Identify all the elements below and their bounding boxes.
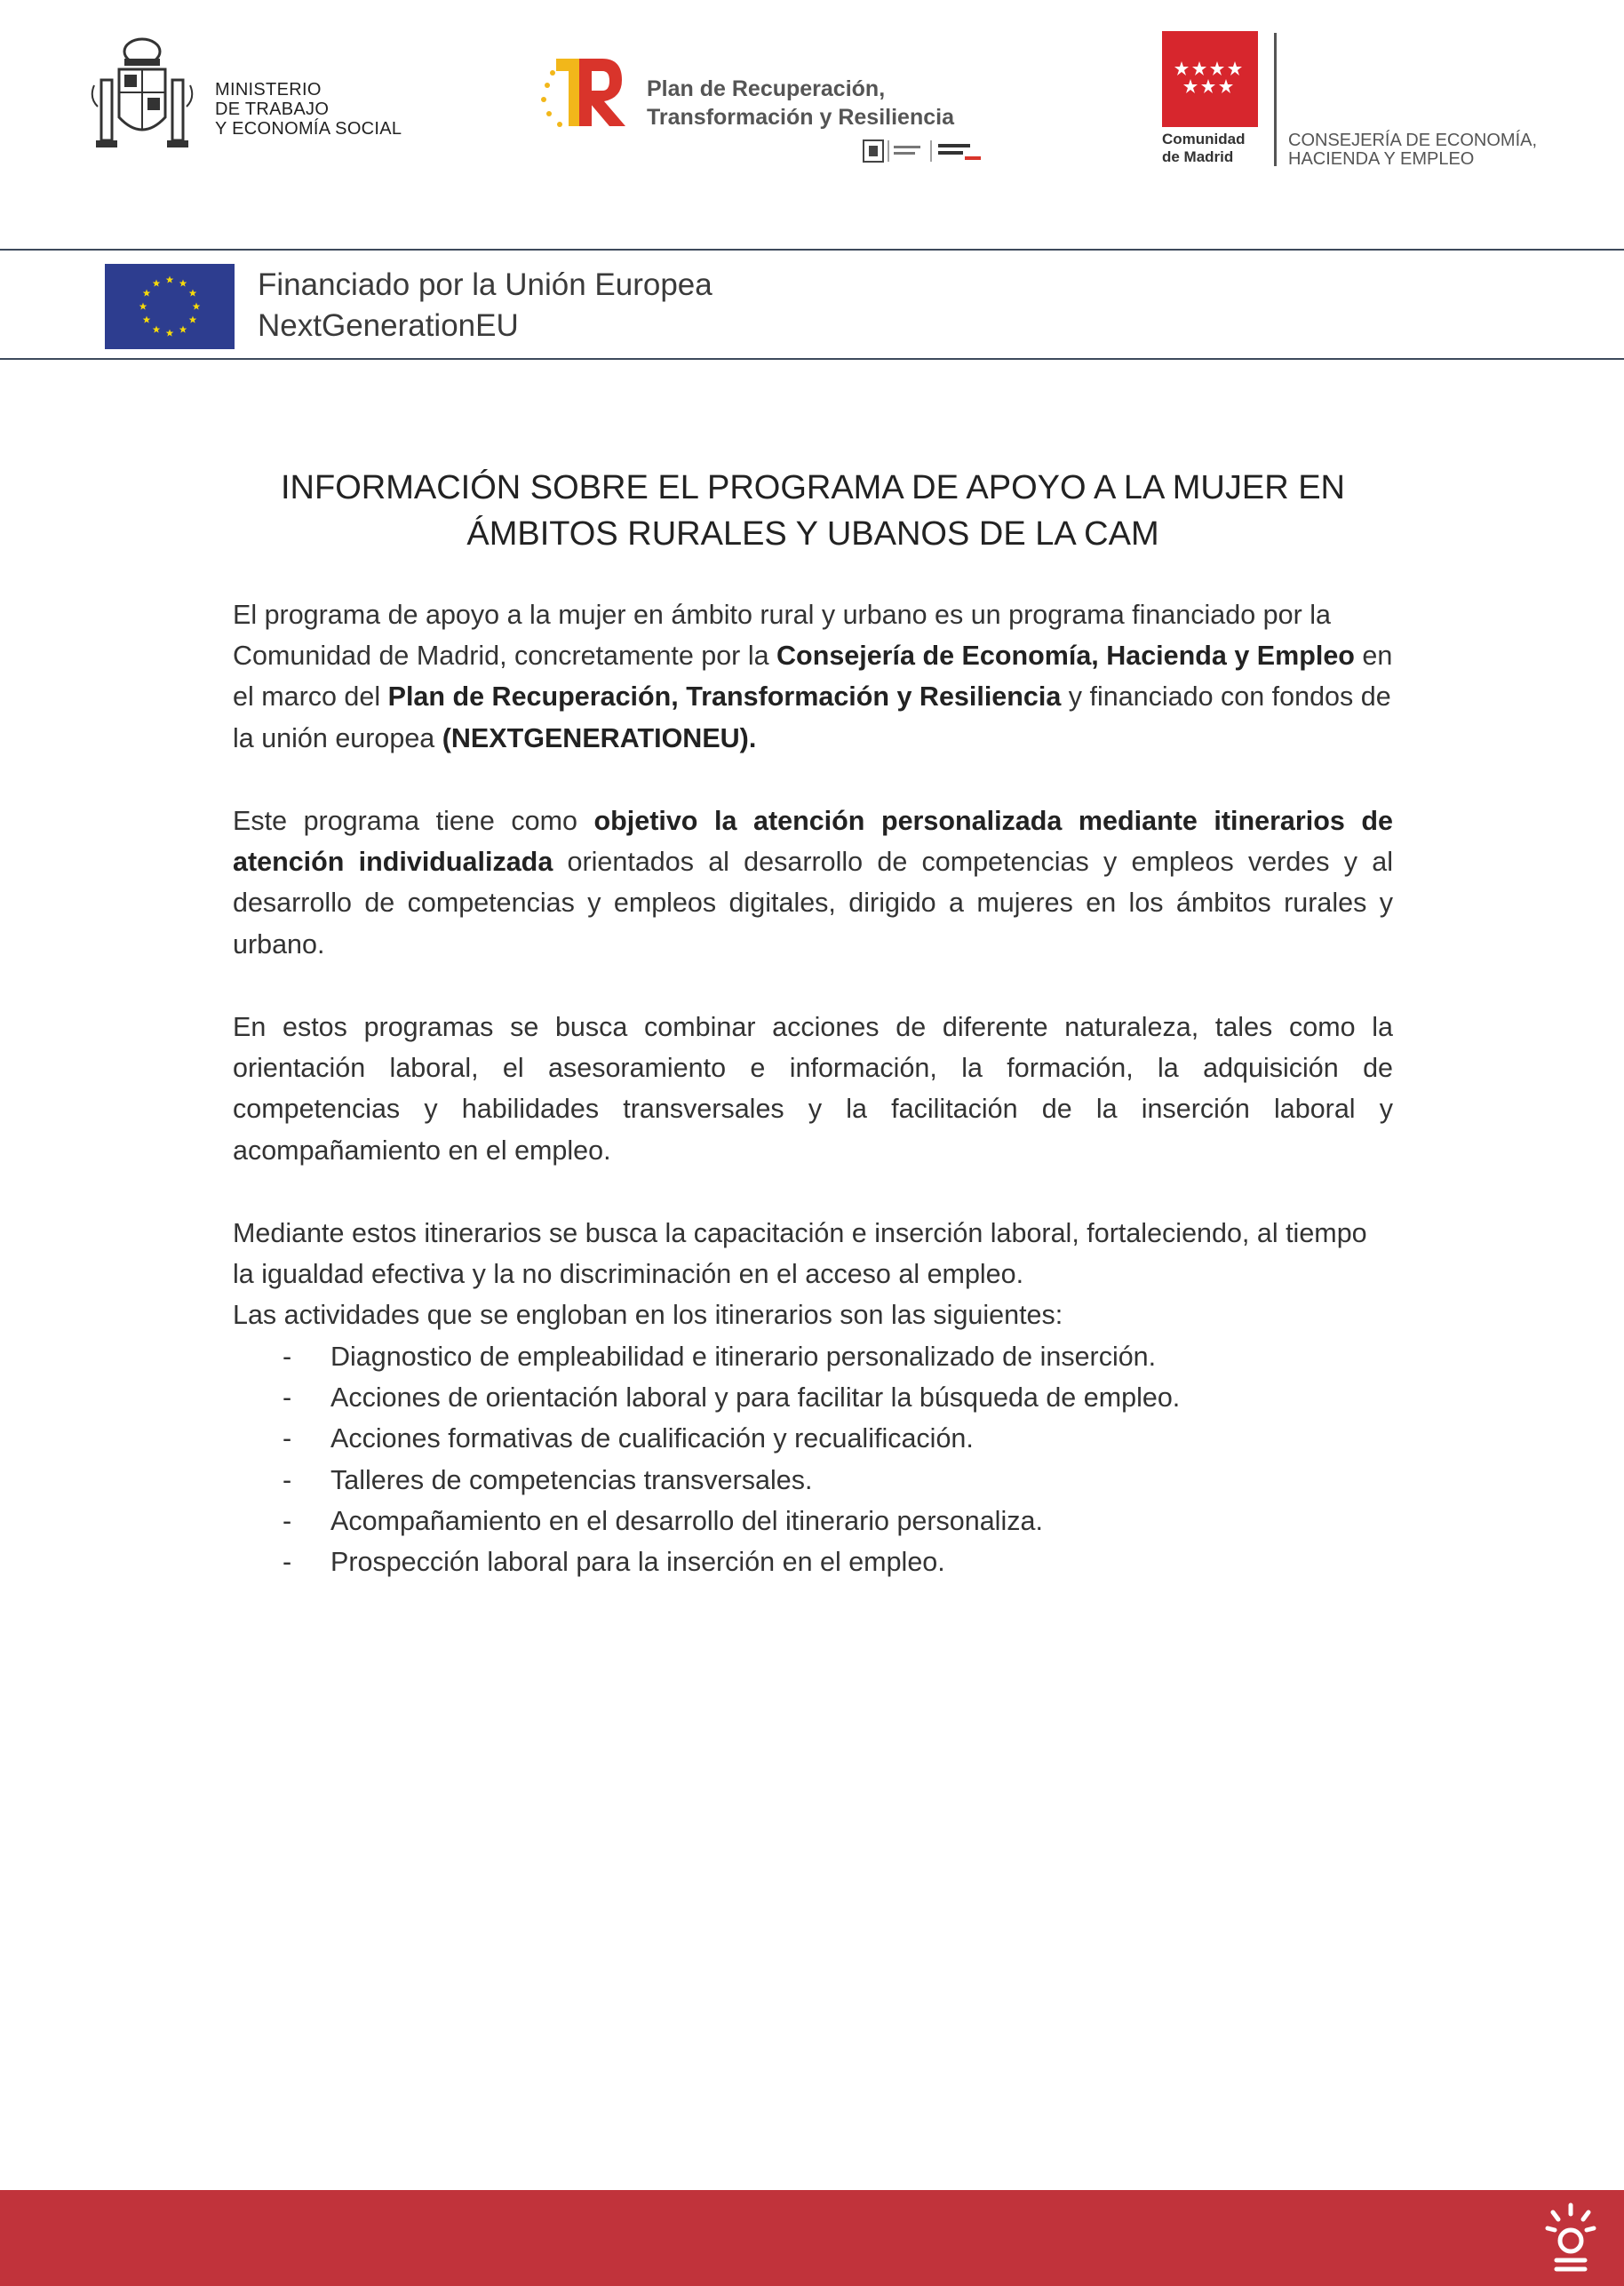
- ministerio-line: MINISTERIO: [215, 80, 322, 100]
- list-item-text: Acciones de orientación laboral y para facilitar la búsqueda de empleo.: [330, 1382, 1181, 1414]
- list-item-text: Diagnostico de empleabilidad e itinerario personalizado de inserción.: [330, 1342, 1157, 1372]
- list-item: [233, 1501, 1393, 1541]
- list-item-text: Acompañamiento en el desarrollo del itinerario personaliza.: [330, 1505, 1043, 1536]
- coat-of-arms-icon: [89, 36, 195, 155]
- consejeria-name: [1288, 131, 1537, 169]
- comunidad-madrid-logo: [1162, 31, 1553, 173]
- list-item: [233, 1460, 1393, 1501]
- bullet-dash: -: [283, 1546, 292, 1577]
- band-top-rule: [0, 249, 1624, 251]
- logo-divider: [1274, 33, 1277, 166]
- eu-star-icon: [189, 290, 197, 297]
- bullet-dash: -: [283, 1382, 292, 1414]
- eu-star-icon: [189, 316, 197, 323]
- tr-logo-icon: [540, 53, 629, 133]
- comunidad-madrid-name: [1162, 131, 1246, 166]
- eu-star-icon: [139, 303, 147, 310]
- p2-bold-objetivo: objetivo la atención personalizada mediante itinerarios de atención individualizada: [233, 806, 1393, 878]
- eu-funding-line: Financiado por la Unión Europea: [258, 267, 712, 302]
- eu-star-icon: [193, 303, 201, 310]
- eu-star-icon: [153, 325, 161, 332]
- p2-text: Este programa tiene como: [233, 806, 594, 836]
- eu-stars-icon: [105, 264, 235, 349]
- bullet-dash: -: [283, 1342, 292, 1372]
- list-item: [233, 1541, 1393, 1582]
- band-bottom-rule: [0, 358, 1624, 360]
- ministerio-line: DE TRABAJO: [215, 100, 330, 119]
- p2-text: orientados al desarrollo de competencias y empleos verdes y al desarrollo de competencias y empleos digitales, dirigido a mujeres en los ámbitos rurales y urbano.: [233, 847, 1393, 960]
- p1-bold-nextgen: (NEXTGENERATIONEU).: [442, 722, 757, 753]
- document-title: [233, 465, 1393, 557]
- p1-bold-consejeria: Consejería de Economía, Hacienda y Empleo: [776, 641, 1355, 672]
- list-item-text: Talleres de competencias transversales.: [330, 1464, 813, 1495]
- title-line: INFORMACIÓN SOBRE EL PROGRAMA DE APOYO A LA MUJER EN: [281, 469, 1345, 506]
- list-item-text: Acciones formativas de cualificación y recualificación.: [330, 1423, 974, 1454]
- p1-text: El programa de apoyo a la mujer en ámbito rural y urbano es un programa financiado por la Comunidad de Madrid, concretamente por la: [233, 600, 1331, 672]
- paragraph-objective: [233, 800, 1393, 965]
- p1-text: y financiado con fondos de la unión europea: [233, 681, 1391, 753]
- eu-star-icon: [166, 276, 174, 283]
- cam-line: Comunidad: [1162, 131, 1246, 147]
- eu-star-icon: [143, 290, 151, 297]
- lightbulb-person-icon: [1544, 2202, 1597, 2274]
- title-line: ÁMBITOS RURALES Y UBANOS DE LA CAM: [466, 515, 1159, 553]
- p1-bold-plan: Plan de Recuperación, Transformación y Resiliencia: [387, 681, 1062, 713]
- prtr-line: Plan de Recuperación,: [647, 76, 886, 101]
- list-item: [233, 1336, 1393, 1377]
- eu-funding-line: NextGenerationEU: [258, 308, 519, 343]
- cam-line: de Madrid: [1162, 148, 1234, 165]
- eu-star-icon: [153, 280, 161, 287]
- madrid-stars-flag-icon: [1162, 31, 1258, 127]
- eu-star-icon: [143, 316, 151, 323]
- list-item-text: Prospección laboral para la inserción en el empleo.: [330, 1546, 945, 1577]
- consejeria-line: HACIENDA Y EMPLEO: [1288, 149, 1475, 169]
- prtr-line: Transformación y Resiliencia: [647, 105, 954, 130]
- p4-line: la igualdad efectiva y la no discriminación en el acceso al empleo.: [233, 1259, 1024, 1290]
- eu-flag-icon: [105, 264, 235, 349]
- paragraph-actions: En estos programas se busca combinar acciones de diferente naturaleza, tales como la orientación laboral, el asesoramiento e información, la formación, la adquisición de competencias y habilidades transversales y la facilitación de la inserción laboral y acompañamiento en el empleo.: [233, 1012, 1393, 1166]
- stars-icon: [1162, 31, 1258, 127]
- list-item: [233, 1377, 1393, 1418]
- paragraph-funding: [233, 594, 1393, 759]
- eu-star-icon: [179, 280, 187, 287]
- prtr-logo: [540, 53, 1002, 169]
- ministerio-line: Y ECONOMÍA SOCIAL: [215, 119, 402, 139]
- list-item: [233, 1418, 1393, 1459]
- ministerio-name: [215, 80, 402, 139]
- p4-line: Mediante estos itinerarios se busca la capacitación e inserción laboral, fortaleciendo, al tiempo: [233, 1218, 1367, 1248]
- activities-list: [233, 1336, 1393, 1582]
- bullet-dash: -: [283, 1505, 292, 1536]
- ministerio-logo: [89, 36, 418, 160]
- eu-star-icon: [166, 330, 174, 337]
- gobierno-espana-logos-icon: [862, 137, 986, 165]
- p4-line: Las actividades que se engloban en los itinerarios son las siguientes:: [233, 1300, 1063, 1331]
- eu-star-icon: [179, 325, 187, 332]
- footer-band: [0, 2190, 1624, 2286]
- paragraph-itineraries: [233, 1213, 1393, 1336]
- p1-text: en el marco del: [233, 641, 1393, 713]
- consejeria-line: CONSEJERÍA DE ECONOMÍA,: [1288, 131, 1538, 150]
- bullet-dash: -: [283, 1423, 292, 1454]
- bullet-dash: -: [283, 1464, 292, 1495]
- eu-funding-text: [258, 265, 712, 346]
- prtr-name: [647, 75, 954, 131]
